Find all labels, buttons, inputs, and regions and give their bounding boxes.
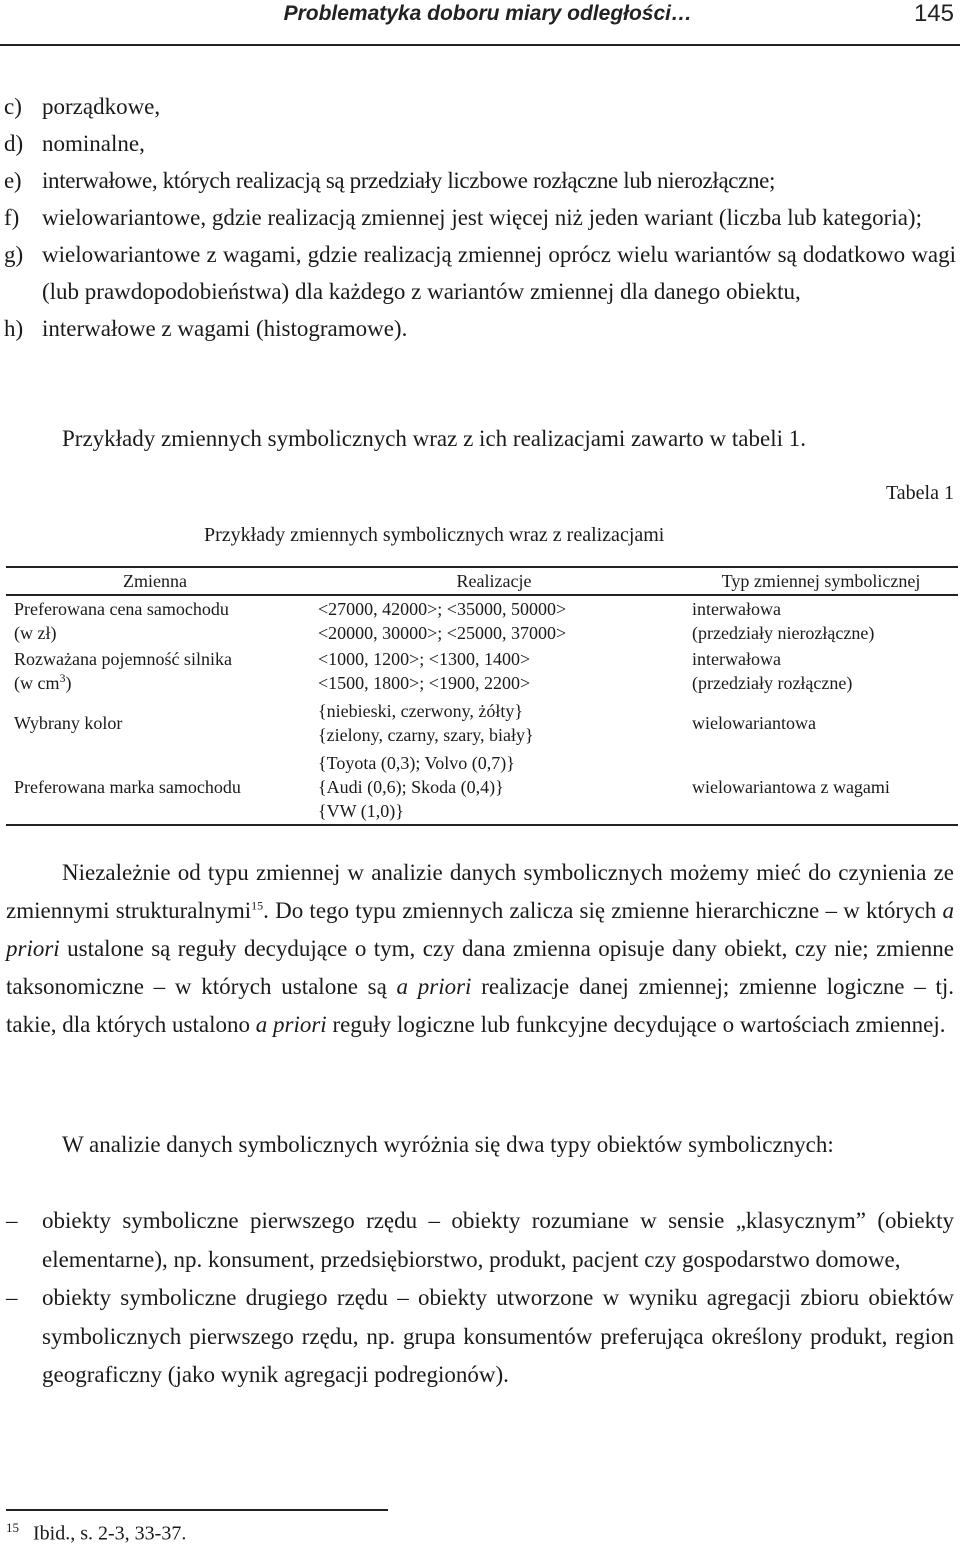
list-item-label: d)	[4, 131, 24, 156]
realization-line: {VW (1,0)}	[318, 800, 404, 821]
realization-line: {niebieski, czerwony, żółty}	[318, 701, 524, 721]
realizations-cell	[304, 749, 684, 825]
realization-line: {Audi (0,6); Skoda (0,4)}	[318, 776, 504, 797]
type-name: wielowariantowa	[692, 713, 816, 733]
list-item	[4, 310, 956, 347]
realization-line: {Toyota (0,3); Volvo (0,7)}	[318, 752, 515, 773]
paragraph-text: ustalone są reguły decydujące o tym, czy dana zmienna opisuje dany obiekt, czy nie; zmienne taksonomiczne – w których ustalone są	[6, 936, 955, 999]
running-title: Problematyka doboru miary odległości…	[283, 2, 692, 25]
type-detail: (przedziały nierozłączne)	[692, 622, 875, 643]
list-item-text: nominalne,	[42, 131, 145, 156]
page-header	[0, 0, 960, 46]
list-item	[4, 88, 956, 125]
variable-name: Preferowana cena samochodu	[14, 598, 229, 619]
type-cell	[684, 749, 958, 825]
paragraph-object-types: W analizie danych symbolicznych wyróżnia się dwa typy obiektów symbolicznych:	[62, 1132, 834, 1157]
table-row	[6, 749, 958, 825]
list-item-text: wielowariantowe, gdzie realizacją zmiennej jest więcej niż jeden wariant (liczba lub kategoria);	[42, 205, 922, 230]
paragraph-text: reguły logiczne lub funkcyjne decydujące o wartościach zmiennej.	[332, 1012, 946, 1037]
table-row	[6, 645, 958, 697]
italic-term: a priori	[255, 1012, 327, 1037]
variable-cell	[6, 749, 304, 825]
paragraph-structural-variables	[6, 854, 954, 1044]
variable-unit: (w zł)	[14, 622, 57, 643]
type-cell	[684, 645, 958, 697]
variable-type-list	[4, 88, 956, 347]
list-item-text: obiekty symboliczne drugiego rzędu – obiekty utworzone w wyniku agregacji zbioru obiektów symbolicznych pierwszego rzędu, np. grupa konsumentów preferująca określony produkt, region geograficzny (jako wynik agregacji podregionów).	[42, 1285, 954, 1387]
list-item	[6, 1279, 954, 1395]
variable-cell	[6, 595, 304, 645]
type-name: interwałowa	[692, 598, 781, 619]
list-item	[4, 162, 956, 199]
variable-cell	[6, 645, 304, 697]
list-item-label: h)	[4, 316, 24, 341]
footnote-number: 15	[6, 1520, 19, 1535]
unit-superscript: 3	[59, 671, 66, 685]
footnote-text: Ibid., s. 2-3, 33-37.	[33, 1522, 187, 1545]
type-name: wielowariantowa z wagami	[692, 776, 890, 797]
list-item-label: g)	[4, 242, 24, 267]
variable-name: Preferowana marka samochodu	[14, 776, 241, 797]
table-title: Przykłady zmiennych symbolicznych wraz z realizacjami	[204, 524, 665, 546]
realizations-cell	[304, 697, 684, 749]
list-item-text: interwałowe z wagami (histogramowe).	[42, 316, 408, 341]
variable-name: Wybrany kolor	[14, 713, 123, 733]
realizations-cell	[304, 645, 684, 697]
realization-line: {zielony, czarny, szary, biały}	[318, 725, 534, 745]
unit-close: )	[65, 673, 72, 693]
list-item-text: wielowariantowe z wagami, gdzie realizacją zmiennej oprócz wielu wariantów są dodatkowo wagi (lub prawdopodobieństwa) dla każdego z wariantów zmiennej dla danego obiektu,	[42, 242, 956, 304]
column-header-realizacje: Realizacje	[304, 567, 684, 595]
symbolic-variables-table	[6, 566, 958, 826]
realization-line: <1000, 1200>; <1300, 1400>	[318, 649, 531, 669]
type-cell	[684, 595, 958, 645]
list-item-text: obiekty symboliczne pierwszego rzędu – obiekty rozumiane w sensie „klasycznym” (obiekty elementarne), np. konsument, przedsiębiorstwo, produkt, pacjent czy gospodarstwo domowe,	[42, 1208, 954, 1272]
table-row	[6, 697, 958, 749]
table-label: Tabela 1	[885, 482, 954, 504]
variable-name: Rozważana pojemność silnika	[14, 649, 232, 669]
table-reference-sentence: Przykłady zmiennych symbolicznych wraz z ich realizacjami zawarto w tabeli 1.	[62, 426, 806, 451]
list-item	[4, 199, 956, 236]
realizations-cell	[304, 595, 684, 645]
footnote	[6, 1520, 186, 1546]
list-item-label: e)	[4, 168, 22, 193]
type-detail: (przedziały rozłączne)	[692, 673, 853, 693]
list-item	[6, 1202, 954, 1279]
dash-bullet: –	[6, 1285, 18, 1310]
list-item-text: interwałowe, których realizacją są przedziały liczbowe rozłączne lub nierozłączne;	[42, 168, 776, 193]
footnote-reference[interactable]: 15	[251, 898, 264, 913]
realization-line: <1500, 1800>; <1900, 2200>	[318, 673, 531, 693]
italic-term: a priori	[396, 974, 472, 999]
paragraph-text: realizacje danej zmiennej; zmienne logiczne – tj. takie, dla których ustalono	[6, 974, 954, 1037]
realization-line: <27000, 42000>; <35000, 50000>	[318, 598, 567, 619]
italic-term: a priori	[6, 898, 954, 961]
list-item-label: c)	[4, 94, 22, 119]
unit-text: (w cm	[14, 673, 60, 693]
type-cell	[684, 697, 958, 749]
object-types-list	[6, 1202, 954, 1395]
type-name: interwałowa	[692, 649, 781, 669]
page-number: 145	[913, 0, 954, 27]
list-item	[4, 236, 956, 310]
footnote-separator	[6, 1509, 388, 1511]
list-item-label: f)	[4, 205, 20, 230]
list-item	[4, 125, 956, 162]
dash-bullet: –	[6, 1208, 18, 1233]
column-header-typ: Typ zmiennej symbolicznej	[684, 567, 958, 595]
column-header-zmienna: Zmienna	[6, 567, 304, 595]
variable-cell	[6, 697, 304, 749]
list-item-text: porządkowe,	[42, 94, 161, 119]
table-row	[6, 595, 958, 645]
paragraph-text: Niezależnie od typu zmiennej w analizie danych symbolicznych możemy mieć do czynienia ze zmiennymi strukturalnymi	[6, 860, 954, 923]
table-header-row	[6, 567, 958, 595]
paragraph-text: . Do tego typu zmiennych zalicza się zmienne hierarchiczne – w których	[263, 898, 937, 923]
realization-line: <20000, 30000>; <25000, 37000>	[318, 622, 567, 643]
variable-unit	[14, 671, 304, 695]
